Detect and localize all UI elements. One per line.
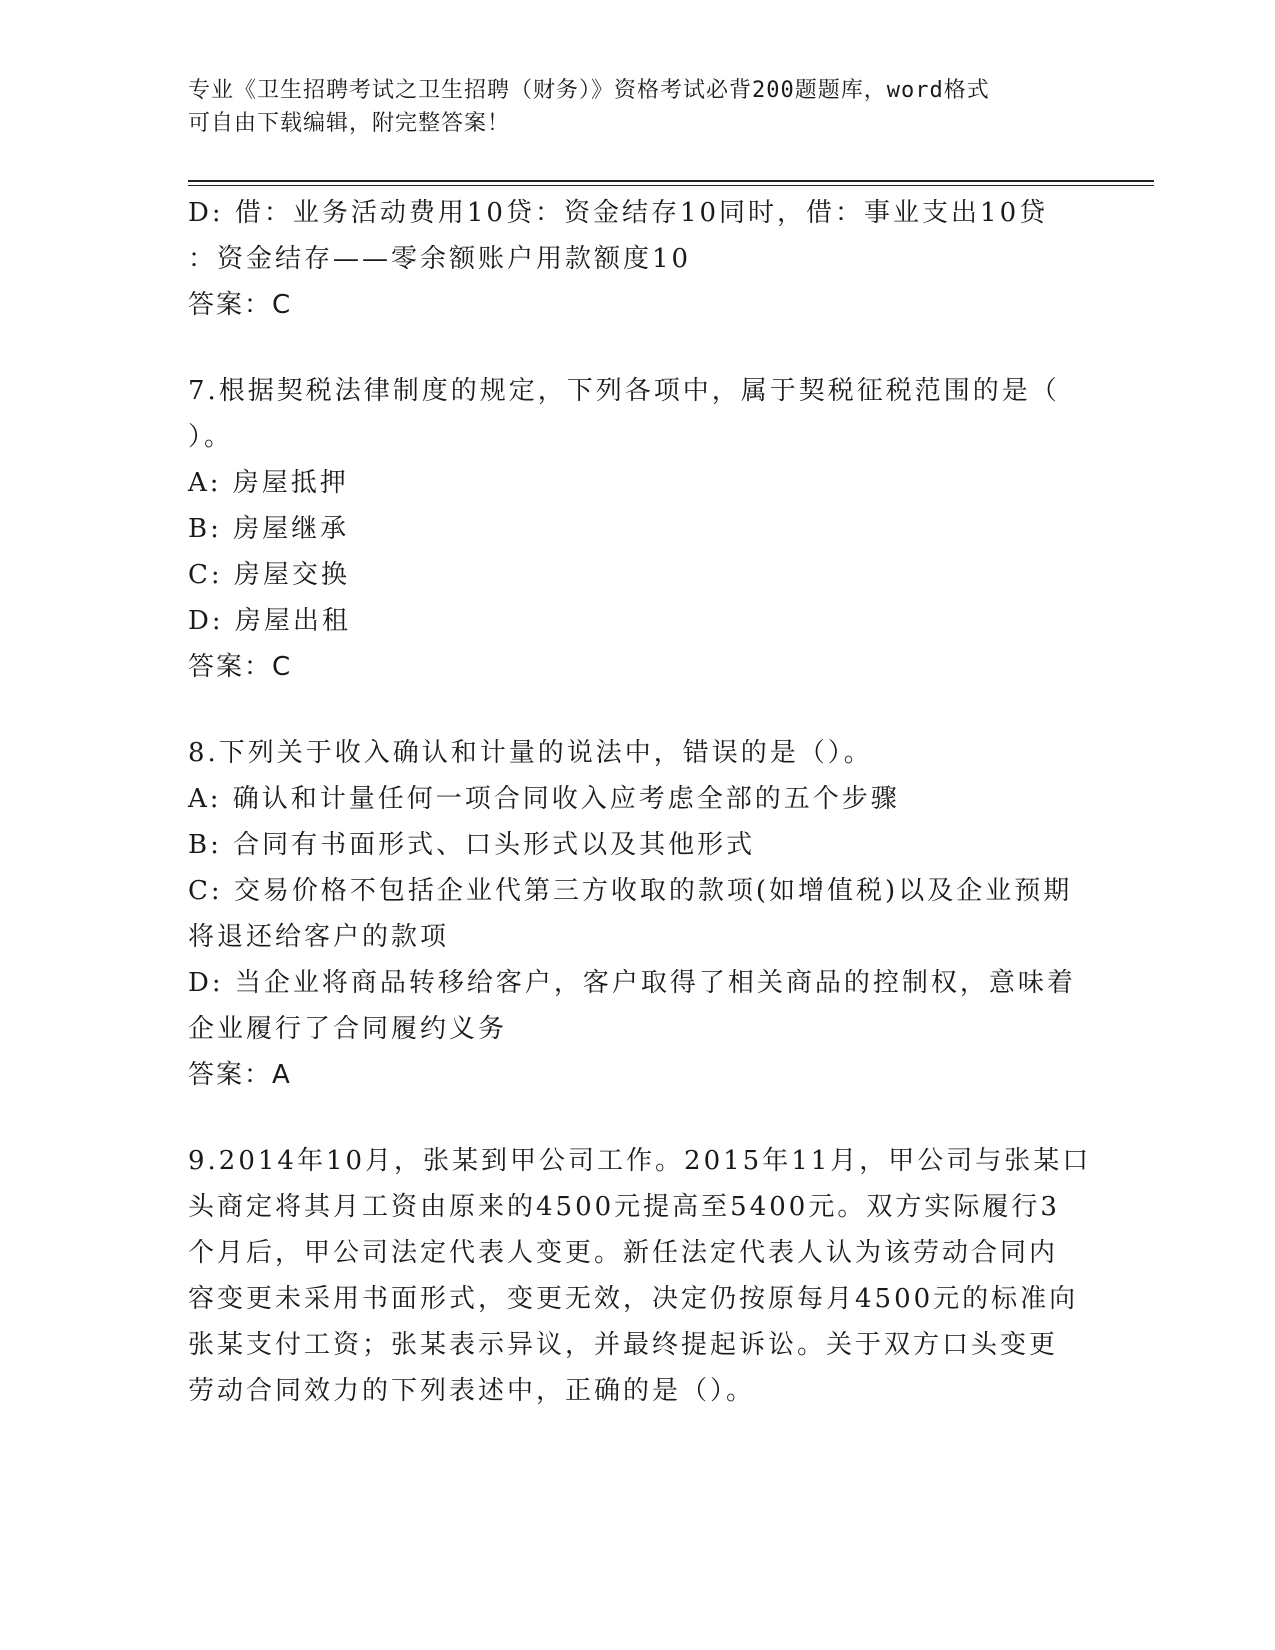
option-d-line-2: 企业履行了合同履约义务	[188, 1014, 508, 1044]
question-stem-line-1: 9.2014年10月，张某到甲公司工作。2015年11月，甲公司与张某口	[188, 1146, 1092, 1176]
question-9	[188, 1138, 1092, 1414]
option-c-line-2: 将退还给客户的款项	[188, 922, 450, 952]
option-d: D: 房屋出租	[188, 606, 351, 636]
question-stem-line-4: 容变更未采用书面形式，变更无效，决定仍按原每月4500元的标准向	[188, 1284, 1079, 1314]
question-stem-line-6: 劳动合同效力的下列表述中，正确的是（）。	[188, 1376, 756, 1406]
option-c: C: 房屋交换	[188, 560, 350, 590]
question-stem-line-3: 个月后，甲公司法定代表人变更。新任法定代表人认为该劳动合同内	[188, 1238, 1059, 1268]
answer-label: 答案：A	[188, 1060, 292, 1090]
spacer	[188, 690, 1088, 730]
option-d-line-1: D: 当企业将商品转移给客户，客户取得了相关商品的控制权，意味着	[188, 968, 1076, 998]
question-stem-line-2: ）。	[188, 422, 234, 452]
question-stem: 8.下列关于收入确认和计量的说法中，错误的是（）。	[188, 738, 873, 768]
option-d-line-2: ：资金结存——零余额账户用款额度10	[188, 244, 692, 274]
option-c-line-1: C: 交易价格不包括企业代第三方收取的款项(如增值税)以及企业预期	[188, 876, 1073, 906]
question-6-tail	[188, 190, 1088, 328]
answer-label: 答案：C	[188, 652, 293, 682]
header-rule-thin	[188, 185, 1154, 186]
option-d-line-1: D: 借：业务活动费用10贷：资金结存10同时，借：事业支出10贷	[188, 198, 1049, 228]
question-8	[188, 730, 1088, 1098]
spacer	[188, 328, 1088, 368]
question-stem-line-1: 7.根据契税法律制度的规定，下列各项中，属于契税征税范围的是（	[188, 376, 1060, 406]
question-7	[188, 368, 1088, 690]
question-stem-line-2: 头商定将其月工资由原来的4500元提高至5400元。双方实际履行3	[188, 1192, 1060, 1222]
header-title-line-2: 可自由下载编辑，附完整答案！	[188, 111, 511, 136]
answer-label: 答案：C	[188, 290, 293, 320]
option-b: B: 合同有书面形式、口头形式以及其他形式	[188, 830, 756, 860]
spacer	[188, 1098, 1088, 1138]
option-a: A: 确认和计量任何一项合同收入应考虑全部的五个步骤	[188, 784, 900, 814]
page-header	[188, 74, 1088, 140]
document-body	[188, 190, 1092, 1414]
option-b: B: 房屋继承	[188, 514, 350, 544]
option-a: A: 房屋抵押	[188, 468, 349, 498]
header-title-line-1: 专业《卫生招聘考试之卫生招聘（财务）》资格考试必背200题题库，word格式	[188, 78, 990, 103]
header-rule-thick	[188, 180, 1154, 182]
question-stem-line-5: 张某支付工资；张某表示异议，并最终提起诉讼。关于双方口头变更	[188, 1330, 1059, 1360]
